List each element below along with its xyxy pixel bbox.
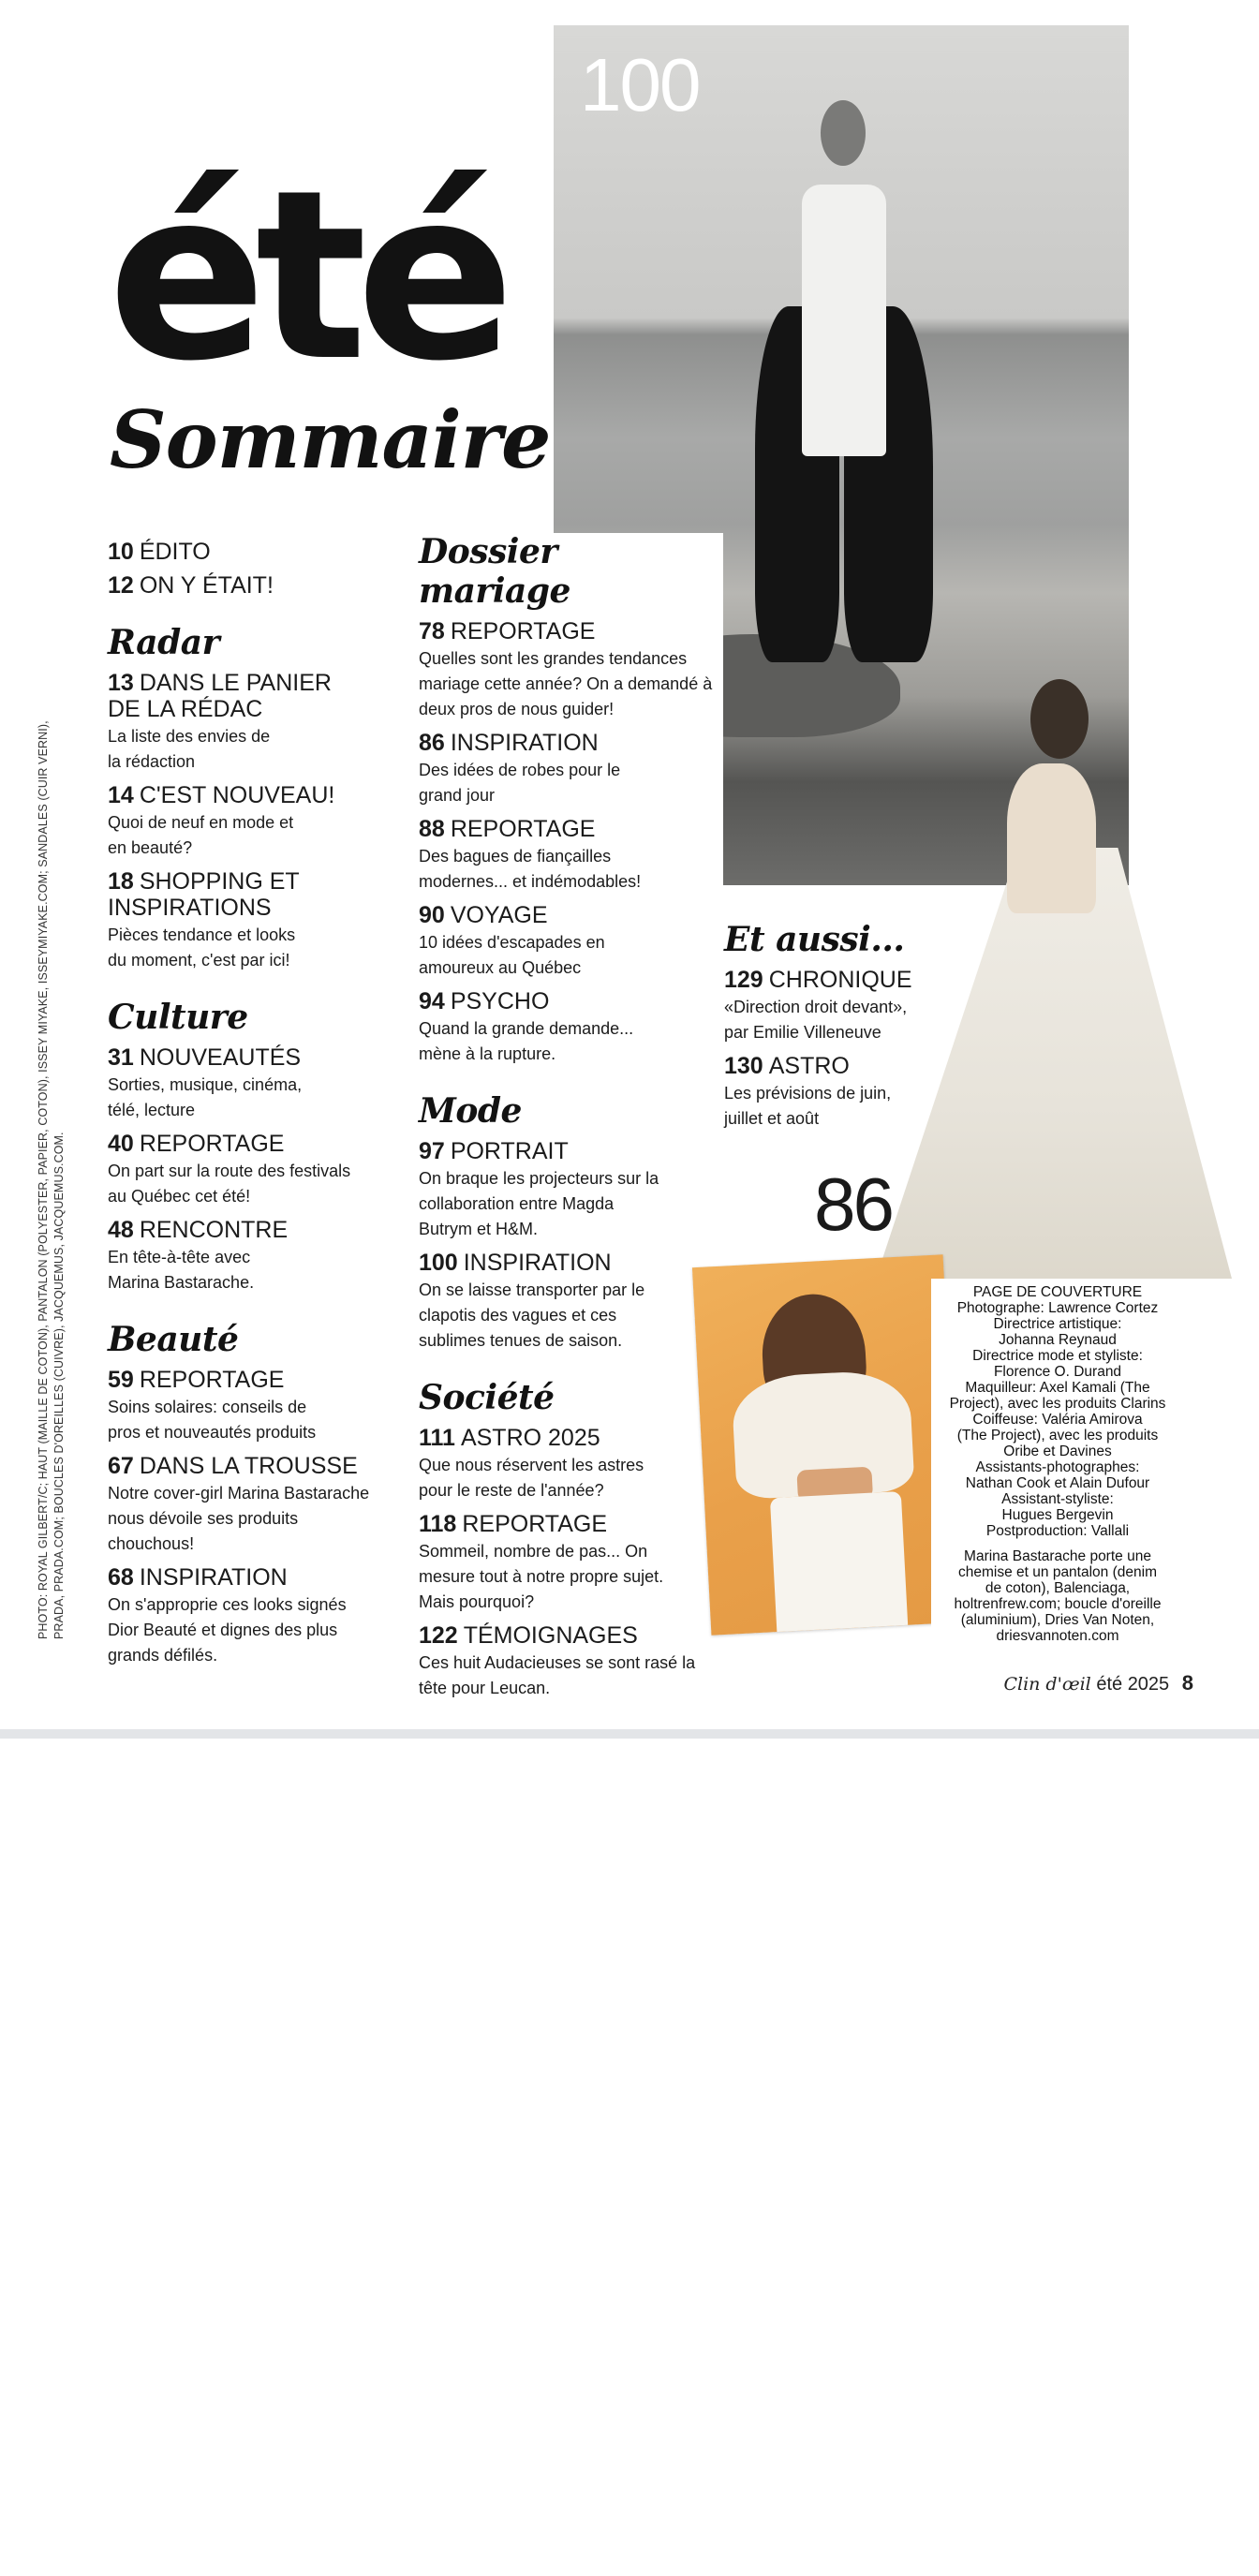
toc-entry[interactable]: [419, 1138, 718, 1242]
entry-title: ON Y ÉTAIT!: [139, 572, 274, 599]
toc-entry[interactable]: [419, 1622, 718, 1701]
entry-title: DANS LA TROUSSE: [139, 1453, 358, 1479]
entry-desc: Ces huit Audacieuses se sont rasé la tête pour Leucan.: [419, 1653, 696, 1697]
toc-entry[interactable]: [108, 1131, 407, 1209]
entry-page: 97: [419, 1138, 445, 1164]
credit-line: PAGE DE COUVERTURE: [972, 1284, 1143, 1300]
entry-desc: On se laisse transporter par le clapotis des vagues et ces sublimes tenues de saison.: [419, 1281, 645, 1350]
entry-desc: La liste des envies de la rédaction: [108, 727, 271, 771]
entry-desc: On part sur la route des festivals au Québec cet été!: [108, 1162, 351, 1206]
entry-desc: Soins solaires: conseils de pros et nouveautés produits: [108, 1398, 317, 1442]
entry-title: RENCONTRE: [139, 1217, 289, 1243]
entry-page: 130: [724, 1053, 763, 1079]
photo-page-number: 100: [580, 43, 700, 126]
entry-desc: Sommeil, nombre de pas... On mesure tout à notre propre sujet. Mais pourquoi?: [419, 1542, 664, 1611]
entry-desc: Que nous réservent les astres pour le reste de l'année?: [419, 1456, 644, 1500]
section-title: Dossier mariage: [419, 532, 570, 611]
entry-title: REPORTAGE: [139, 1131, 285, 1157]
credit-line: Assistant-styliste:: [1001, 1491, 1114, 1507]
entry-page: 88: [419, 816, 445, 842]
entry-desc: «Direction droit devant», par Emilie Villeneuve: [724, 998, 908, 1042]
entry-title: INSPIRATION: [463, 1250, 612, 1276]
credit-note-line: driesvannoten.com: [996, 1628, 1119, 1644]
entry-desc: Quelles sont les grandes tendances mariage cette année? On a demandé à deux pros de nous guider!: [419, 649, 713, 718]
entry-title: REPORTAGE: [462, 1511, 608, 1537]
photo-credit-line: PHOTO: ROYAL GILBERT/C; HAUT (MAILLE DE COTON), PANTALON (POLYESTER, PAPIER, COTON), ISSEY MIYAKE, ISSEYMIYAKE.COM; SANDALES (CUIR VERNI),: [37, 720, 50, 1639]
toc-entry[interactable]: [419, 902, 718, 981]
photo-credit-line: PRADA, PRADA.COM; BOUCLES D'OREILLES (CUIVRE), JACQUEMUS, JACQUEMUS.COM.: [52, 1132, 66, 1639]
entry-title: PORTRAIT: [450, 1138, 569, 1164]
toc-entry[interactable]: [108, 868, 407, 973]
entry-title: ASTRO: [768, 1053, 850, 1079]
entry-title: DANS LE PANIER DE LA RÉDAC: [108, 670, 332, 722]
credit-note-line: holtrenfrew.com; boucle d'oreille: [954, 1596, 1162, 1612]
credit-line: Nathan Cook et Alain Dufour: [965, 1475, 1150, 1491]
toc-column-2: [419, 532, 718, 1709]
entry-title: INSPIRATION: [139, 1564, 288, 1591]
credit-line: Coiffeuse: Valéria Amirova: [972, 1412, 1143, 1428]
toc-entry[interactable]: [419, 816, 718, 895]
entry-page: 18: [108, 868, 134, 895]
bottom-bar: [0, 1729, 1259, 1739]
section-title: Et aussi...: [724, 920, 905, 959]
toc-entry[interactable]: [419, 1511, 718, 1615]
entry-desc: 10 idées d'escapades en amoureux au Québec: [419, 933, 605, 977]
entry-page: 90: [419, 902, 445, 928]
toc-entry[interactable]: [419, 1425, 718, 1503]
entry-title: NOUVEAUTÉS: [139, 1044, 302, 1071]
entry-title: SHOPPING ET INSPIRATIONS: [108, 868, 300, 921]
entry-title: TÉMOIGNAGES: [463, 1622, 638, 1649]
page-footer: [1003, 1671, 1193, 1695]
entry-page: 78: [419, 618, 445, 644]
section-title: Société: [419, 1378, 555, 1417]
credit-line: Postproduction: Vallali: [985, 1523, 1130, 1539]
entry-desc: Notre cover-girl Marina Bastarache nous dévoile ses produits chouchous!: [108, 1484, 370, 1553]
cover-pants: [770, 1491, 909, 1636]
credit-note-line: Marina Bastarache porte une: [964, 1548, 1151, 1564]
cover-credits: [931, 1279, 1184, 1648]
photo-figure-top: [802, 185, 886, 456]
page-title: Sommaire: [110, 393, 551, 486]
entry-page: 31: [108, 1044, 134, 1071]
toc-entry[interactable]: [419, 730, 718, 808]
entry-page: 48: [108, 1217, 134, 1243]
entry-page: 118: [419, 1511, 457, 1537]
entry-page: 13: [108, 670, 134, 696]
credit-line: Directrice mode et styliste:: [972, 1348, 1143, 1364]
toc-entry[interactable]: [108, 539, 407, 565]
toc-entry[interactable]: [108, 1367, 407, 1445]
entry-title: REPORTAGE: [139, 1367, 285, 1393]
bride-page-number: 86: [814, 1162, 892, 1246]
entry-desc: Quoi de neuf en mode et en beauté?: [108, 813, 294, 857]
magazine-brand: Clin d'œil: [1003, 1674, 1091, 1695]
entry-desc: Des bagues de fiançailles modernes... et indémodables!: [419, 847, 642, 891]
credit-line: Photographe: Lawrence Cortez: [956, 1300, 1159, 1316]
toc-column-3: [724, 920, 930, 1139]
toc-entry[interactable]: [108, 572, 407, 599]
entry-page: 111: [419, 1425, 455, 1451]
entry-desc: On braque les projecteurs sur la collaboration entre Magda Butrym et H&M.: [419, 1169, 659, 1238]
entry-desc: Des idées de robes pour le grand jour: [419, 761, 621, 805]
toc-entry[interactable]: [108, 1217, 407, 1295]
entry-page: 129: [724, 967, 763, 993]
section-title: Culture: [108, 998, 248, 1037]
credit-note-line: de coton), Balenciaga,: [985, 1580, 1131, 1596]
toc-entry[interactable]: [108, 670, 407, 775]
entry-title: PSYCHO: [450, 988, 550, 1014]
entry-title: ÉDITO: [139, 539, 211, 565]
entry-page: 12: [108, 572, 134, 599]
cover-photo: [692, 1254, 962, 1635]
entry-desc: Pièces tendance et looks du moment, c'est par ici!: [108, 925, 296, 970]
credit-line: Hugues Bergevin: [1001, 1507, 1114, 1523]
toc-entry[interactable]: [108, 1453, 407, 1557]
toc-entry[interactable]: [724, 967, 930, 1045]
credit-line: (The Project), avec les produits: [956, 1428, 1159, 1443]
section-title: Beauté: [108, 1320, 239, 1359]
toc-entry[interactable]: [108, 1044, 407, 1123]
entry-title: CHRONIQUE: [768, 967, 912, 993]
photo-credit-vertical: [36, 720, 82, 2576]
entry-title: VOYAGE: [450, 902, 548, 928]
entry-desc: Les prévisions de juin, juillet et août: [724, 1084, 892, 1128]
entry-page: 10: [108, 539, 134, 565]
credit-line: Directrice artistique:: [993, 1316, 1122, 1332]
entry-desc: Sorties, musique, cinéma, télé, lecture: [108, 1075, 303, 1119]
entry-page: 14: [108, 782, 134, 808]
entry-desc: Quand la grande demande... mène à la rupture.: [419, 1019, 634, 1063]
toc-entry[interactable]: [108, 1564, 407, 1668]
bride-torso: [1007, 763, 1096, 913]
toc-column-1: [108, 539, 407, 1676]
section-title: Mode: [419, 1091, 522, 1131]
credit-line: Oribe et Davines: [1003, 1443, 1112, 1459]
entry-title: ASTRO 2025: [460, 1425, 600, 1451]
entry-page: 40: [108, 1131, 134, 1157]
entry-title: REPORTAGE: [450, 816, 596, 842]
credit-line: Johanna Reynaud: [999, 1332, 1117, 1348]
credit-line: Maquilleur: Axel Kamali (The: [965, 1380, 1150, 1396]
entry-title: REPORTAGE: [450, 618, 596, 644]
toc-entry[interactable]: [724, 1053, 930, 1132]
toc-entry[interactable]: [108, 782, 407, 861]
entry-title: C'EST NOUVEAU!: [139, 782, 335, 808]
entry-page: 122: [419, 1622, 458, 1649]
toc-entry[interactable]: [419, 988, 718, 1067]
bride-head: [1030, 679, 1089, 759]
entry-title: INSPIRATION: [450, 730, 599, 756]
toc-entry[interactable]: [419, 1250, 718, 1354]
entry-page: 67: [108, 1453, 134, 1479]
entry-page: 86: [419, 730, 445, 756]
toc-entry[interactable]: [419, 618, 718, 722]
issue-title: été: [108, 140, 504, 412]
page-number: 8: [1181, 1671, 1193, 1695]
credit-note-line: chemise et un pantalon (denim: [958, 1564, 1157, 1580]
entry-page: 94: [419, 988, 445, 1014]
entry-page: 59: [108, 1367, 134, 1393]
credit-line: Assistants-photographes:: [975, 1459, 1140, 1475]
credit-note-line: (aluminium), Dries Van Noten,: [960, 1612, 1155, 1628]
entry-desc: On s'approprie ces looks signés Dior Beauté et dignes des plus grands défilés.: [108, 1595, 347, 1665]
entry-page: 68: [108, 1564, 134, 1591]
credit-line: Project), avec les produits Clarins: [949, 1396, 1166, 1412]
issue-label: été 2025: [1096, 1674, 1170, 1695]
entry-desc: En tête-à-tête avec Marina Bastarache.: [108, 1248, 255, 1292]
entry-page: 100: [419, 1250, 458, 1276]
credit-line: Florence O. Durand: [993, 1364, 1122, 1380]
section-title: Radar: [108, 623, 220, 662]
photo-figure-head: [821, 100, 866, 166]
